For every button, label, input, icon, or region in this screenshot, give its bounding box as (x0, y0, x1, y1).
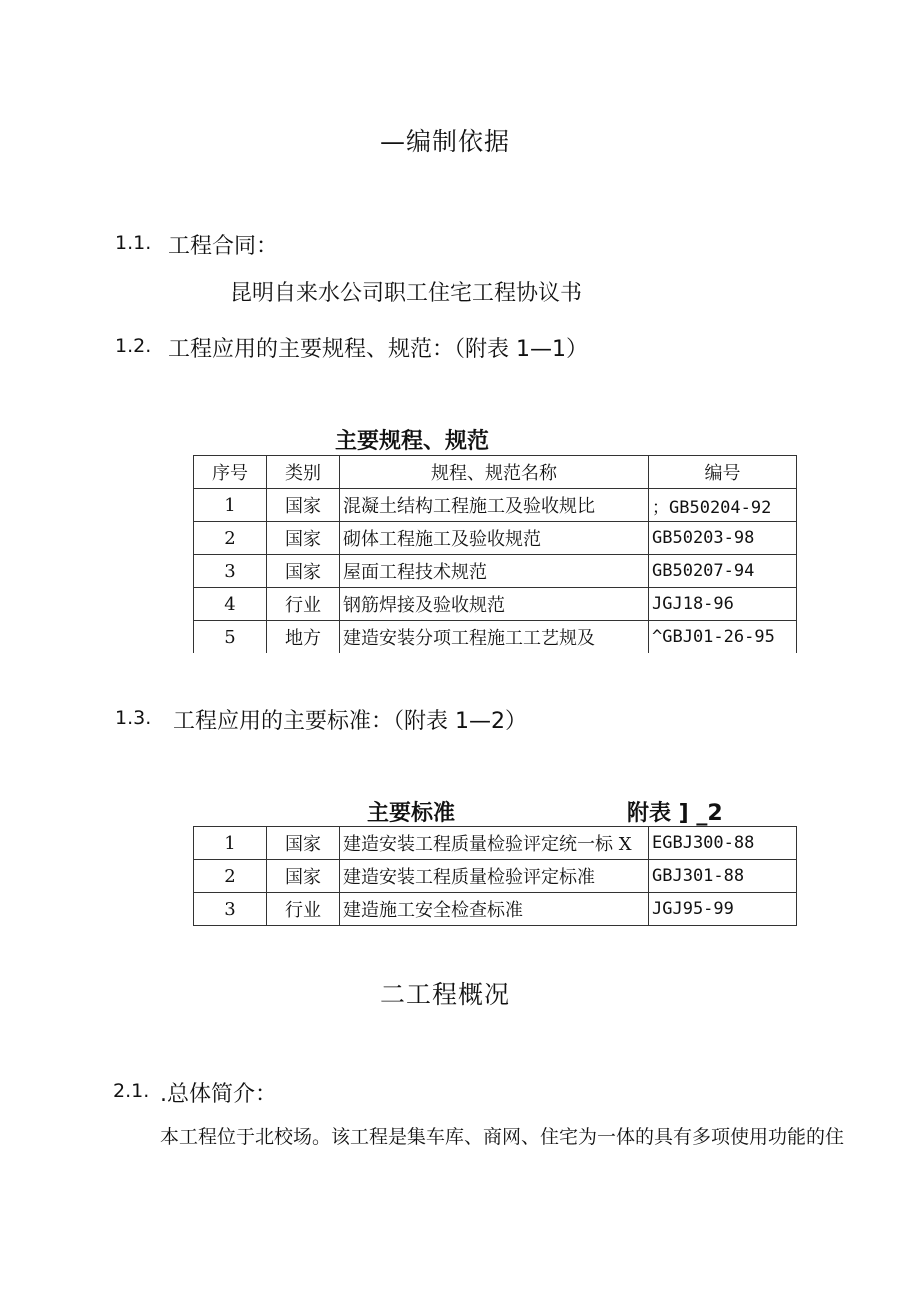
heading-number-1-1: 1.1. (115, 232, 152, 254)
cell-name: 钢筋焊接及验收规范 (340, 588, 649, 621)
heading-regulations: 工程应用的主要规程、规范：（附表 1—1） (168, 337, 588, 362)
cell-name: 建造安装工程质量检验评定标准 (340, 860, 649, 893)
header-code: 编号 (649, 456, 797, 489)
cell-code: ^GBJ01-26-95 (649, 621, 797, 654)
cell-code: GB50203-98 (649, 522, 797, 555)
section-title-basis: —编制依据 (380, 127, 511, 156)
table-caption-regulations: 主要规程、规范 (335, 429, 490, 454)
heading-number-2-1: 2.1. (113, 1080, 150, 1102)
cell-index: 1 (194, 827, 267, 860)
contract-name: 昆明自来水公司职工住宅工程协议书 (230, 281, 583, 306)
table-row (194, 555, 797, 588)
header-index: 序号 (194, 456, 267, 489)
heading-general-intro: .总体简介： (160, 1082, 277, 1107)
table-row (194, 588, 797, 621)
cell-category: 国家 (267, 827, 340, 860)
cell-code: EGBJ300-88 (649, 827, 797, 860)
heading-number-1-2: 1.2. (115, 335, 152, 357)
cell-index: 3 (194, 555, 267, 588)
heading-standards: 工程应用的主要标准：（附表 1—2） (173, 709, 527, 734)
cell-index: 4 (194, 588, 267, 621)
table-row (194, 522, 797, 555)
heading-contract: 工程合同： (168, 234, 279, 259)
cell-name: 砌体工程施工及验收规范 (340, 522, 649, 555)
cell-category: 行业 (267, 588, 340, 621)
section-title-overview: 二工程概况 (380, 980, 511, 1009)
table-row (194, 621, 797, 654)
header-category: 类别 (267, 456, 340, 489)
cell-name: 屋面工程技术规范 (340, 555, 649, 588)
cell-category: 国家 (267, 860, 340, 893)
cell-name: 建造安装分项工程施工工艺规及 (340, 621, 649, 654)
table-row (194, 893, 797, 926)
table-row (194, 489, 797, 522)
cell-category: 行业 (267, 893, 340, 926)
cell-index: 5 (194, 621, 267, 654)
cell-code: GB50207-94 (649, 555, 797, 588)
cell-index: 3 (194, 893, 267, 926)
cell-code: ；GB50204-92 (649, 489, 797, 522)
intro-paragraph: 本工程位于北校场。该工程是集车库、商网、住宅为一体的具有多项使用功能的住 (160, 1126, 845, 1148)
cell-name: 建造安装工程质量检验评定统一标 X (340, 827, 649, 860)
cell-category: 国家 (267, 489, 340, 522)
cell-category: 国家 (267, 555, 340, 588)
header-name: 规程、规范名称 (340, 456, 649, 489)
table-reference-label: 附表 ] _2 (627, 801, 723, 826)
cell-category: 国家 (267, 522, 340, 555)
table-caption-standards: 主要标准 (367, 801, 456, 826)
table-row (194, 860, 797, 893)
cell-index: 2 (194, 860, 267, 893)
cell-index: 2 (194, 522, 267, 555)
table-row (194, 827, 797, 860)
cell-code: JGJ18-96 (649, 588, 797, 621)
table-header-row (194, 456, 797, 489)
cell-code: GBJ301-88 (649, 860, 797, 893)
cell-name: 建造施工安全检查标准 (340, 893, 649, 926)
cell-index: 1 (194, 489, 267, 522)
standards-table (193, 826, 797, 926)
cell-code: JGJ95-99 (649, 893, 797, 926)
regulations-table (193, 455, 797, 653)
cell-name: 混凝土结构工程施工及验收规比 (340, 489, 649, 522)
heading-number-1-3: 1.3. (115, 707, 152, 729)
cell-category: 地方 (267, 621, 340, 654)
